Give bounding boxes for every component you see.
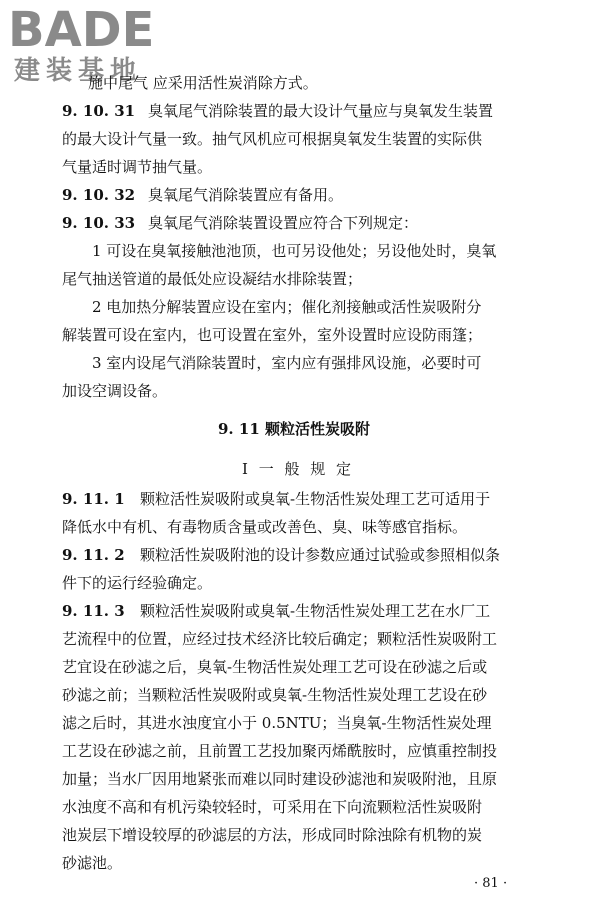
section-title: 9. 11 颗粒活性炭吸附 [218, 420, 370, 438]
clause-number: 9. 11. 2 [62, 546, 125, 564]
clause-number: 9. 11. 1 [62, 490, 125, 508]
clause-number: 9. 10. 31 [62, 102, 136, 120]
text-line: 颗粒活性炭吸附或臭氧-生物活性炭处理工艺在水厂工 [140, 602, 491, 620]
text-line: 艺流程中的位置，应经过技术经济比较后确定；颗粒活性炭吸附工 [62, 630, 498, 648]
text-line: 解装置可设在室内，也可设置在室外，室外设置时应设防雨篷； [62, 326, 483, 344]
text-line: 降低水中有机、有毒物质含量或改善色、臭、味等感官指标。 [62, 518, 468, 536]
text-line: 滤之后时，其进水浊度宜小于 0.5NTU；当臭氧-生物活性炭处理 [62, 714, 492, 732]
text-line: 臭氧尾气消除装置设置应符合下列规定： [148, 214, 419, 232]
list-item-text: 1 可设在臭氧接触池池顶，也可另设他处；另设他处时，臭氧 [92, 242, 497, 260]
list-item-text: 2 电加热分解装置应设在室内；催化剂接触或活性炭吸附分 [92, 298, 482, 316]
clause-number: 9. 10. 32 [62, 186, 136, 204]
text-line: 艺宜设在砂滤之后，臭氧-生物活性炭处理工艺可设在砂滤之后或 [62, 658, 488, 676]
watermark-subtitle: 建装基地 [14, 56, 143, 86]
text-line: 件下的运行经验确定。 [62, 574, 213, 592]
text-line: 加量；当水厂因用地紧张而难以同时建设砂滤池和炭吸附池，且原 [62, 770, 498, 788]
text-line: 臭氧尾气消除装置的最大设计气量应与臭氧发生装置 [148, 102, 494, 120]
text-line: 工艺设在砂滤之前，且前置工艺投加聚丙烯酰胺时，应慎重控制投 [62, 742, 498, 760]
text-line: 尾气抽送管道的最低处应设凝结水排除装置； [62, 270, 363, 288]
clause-number: 9. 11. 3 [62, 602, 125, 620]
text-line: 水浊度不高和有机污染较轻时，可采用在下向流颗粒活性炭吸附 [62, 798, 483, 816]
text-line: 臭氧尾气消除装置应有备用。 [148, 186, 344, 204]
list-item-text: 3 室内设尾气消除装置时，室内应有强排风设施，必要时可 [92, 354, 482, 372]
clause-number: 9. 10. 33 [62, 214, 136, 232]
text-line: 颗粒活性炭吸附池的设计参数应通过试验或参照相似条 [140, 546, 501, 564]
text-line: 颗粒活性炭吸附或臭氧-生物活性炭处理工艺可适用于 [140, 490, 491, 508]
subsection-title: Ⅰ 一 般 规 定 [242, 460, 354, 478]
text-line: 砂滤池。 [62, 854, 123, 872]
watermark-brand: BADE [8, 2, 155, 58]
text-line: 砂滤之前；当颗粒活性炭吸附或臭氧-生物活性炭处理工艺设在砂 [62, 686, 488, 704]
text-line: 施中尾气 应采用活性炭消除方式。 [88, 74, 318, 92]
page-number: · 81 · [474, 876, 508, 891]
text-line: 气量适时调节抽气量。 [62, 158, 213, 176]
text-line: 加设空调设备。 [62, 382, 168, 400]
text-line: 池炭层下增设较厚的砂滤层的方法，形成同时除浊除有机物的炭 [62, 826, 483, 844]
text-line: 的最大设计气量一致。抽气风机应可根据臭氧发生装置的实际供 [62, 130, 483, 148]
